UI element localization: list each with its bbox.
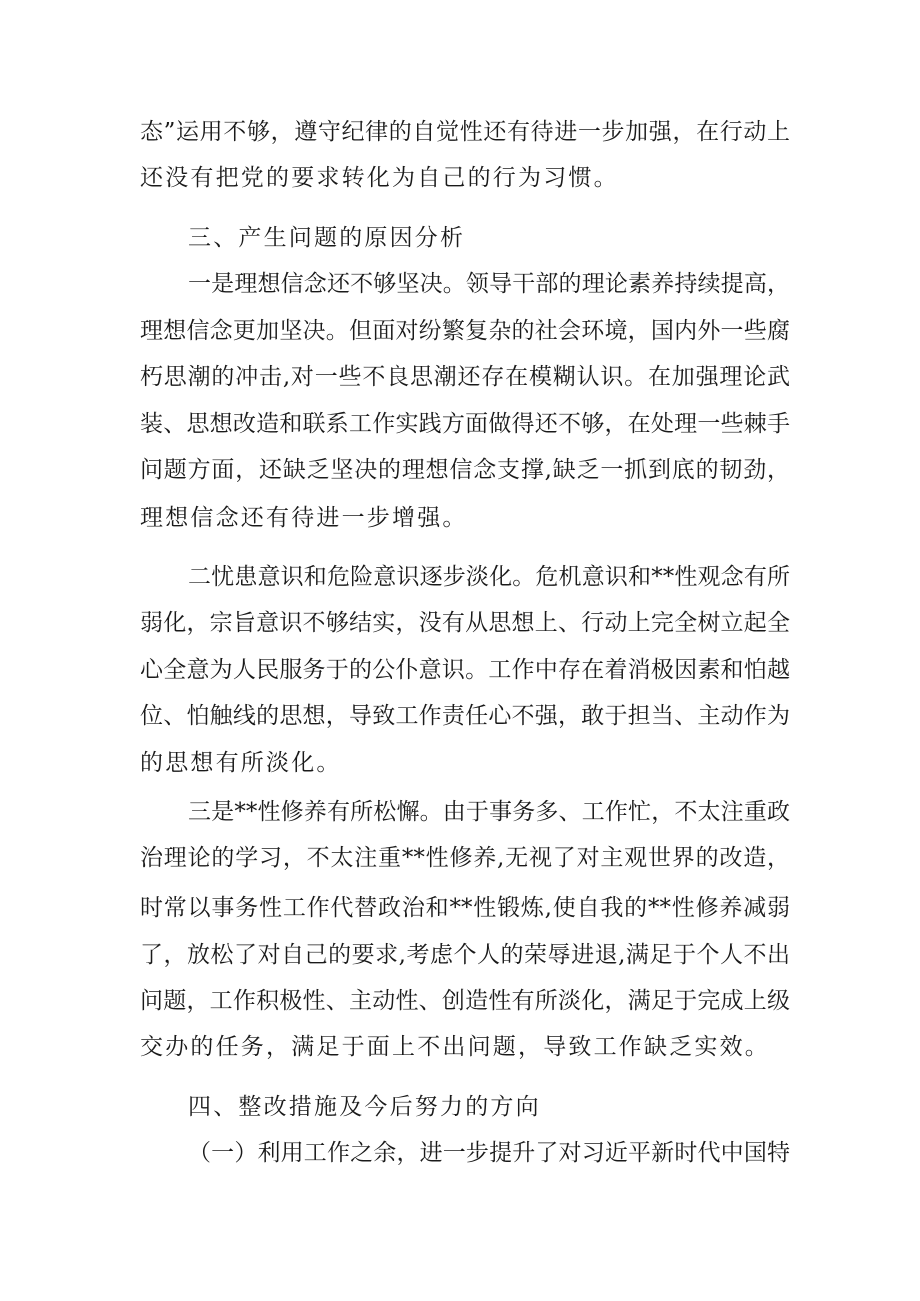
text-line: 心全意为人民服务于的公仆意识。工作中存在着消极因素和怕越 [140, 657, 790, 683]
paragraph-first-line: 二忧患意识和危险意识逐步淡化。危机意识和**性观念有所 [188, 564, 790, 590]
paragraph-first-line: 三是**性修养有所松懈。由于事务多、工作忙，不太注重政 [188, 799, 790, 825]
text-line: 理想信念更加坚决。但面对纷繁复杂的社会环境，国内外一些腐 [140, 318, 790, 344]
text-line: 时常以事务性工作代替政治和**性锻炼,使自我的**性修养减弱 [140, 895, 790, 921]
section-heading: 四、整改措施及今后努力的方向 [188, 1094, 541, 1120]
text-line: 治理论的学习，不太注重**性修养,无视了对主观世界的改造， [140, 845, 790, 871]
text-line: 问题方面，还缺乏坚决的理想信念支撑,缺乏一抓到底的韧劲， [140, 457, 790, 483]
section-heading: 三、产生问题的原因分析 [188, 225, 466, 251]
text-line: 位、怕触线的思想，导致工作责任心不强，敢于担当、主动作为 [140, 703, 790, 729]
text-line: 的思想有所淡化。 [140, 750, 342, 776]
paragraph-first-line: 一是理想信念还不够坚决。领导干部的理论素养持续提高， [188, 271, 790, 297]
text-line: 理想信念还有待进一步增强。 [140, 505, 468, 531]
text-line: 还没有把党的要求转化为自己的行为习惯。 [140, 165, 619, 191]
text-line: 问题，工作积极性、主动性、创造性有所淡化，满足于完成上级 [140, 988, 790, 1014]
text-line: 了，放松了对自己的要求,考虑个人的荣辱进退,满足于个人不出 [140, 942, 790, 968]
text-line: 朽思潮的冲击,对一些不良思潮还存在模糊认识。在加强理论武 [140, 364, 790, 390]
text-line: 交办的任务，满足于面上不出问题，导致工作缺乏实效。 [140, 1034, 770, 1060]
text-line: 装、思想改造和联系工作实践方面做得还不够，在处理一些棘手 [140, 411, 790, 437]
text-line: 态”运用不够，遵守纪律的自觉性还有待进一步加强，在行动上 [140, 119, 790, 145]
text-line: 弱化，宗旨意识不够结实，没有从思想上、行动上完全树立起全 [140, 610, 790, 636]
paragraph-first-line: （一）利用工作之余，进一步提升了对习近平新时代中国特 [188, 1140, 790, 1166]
